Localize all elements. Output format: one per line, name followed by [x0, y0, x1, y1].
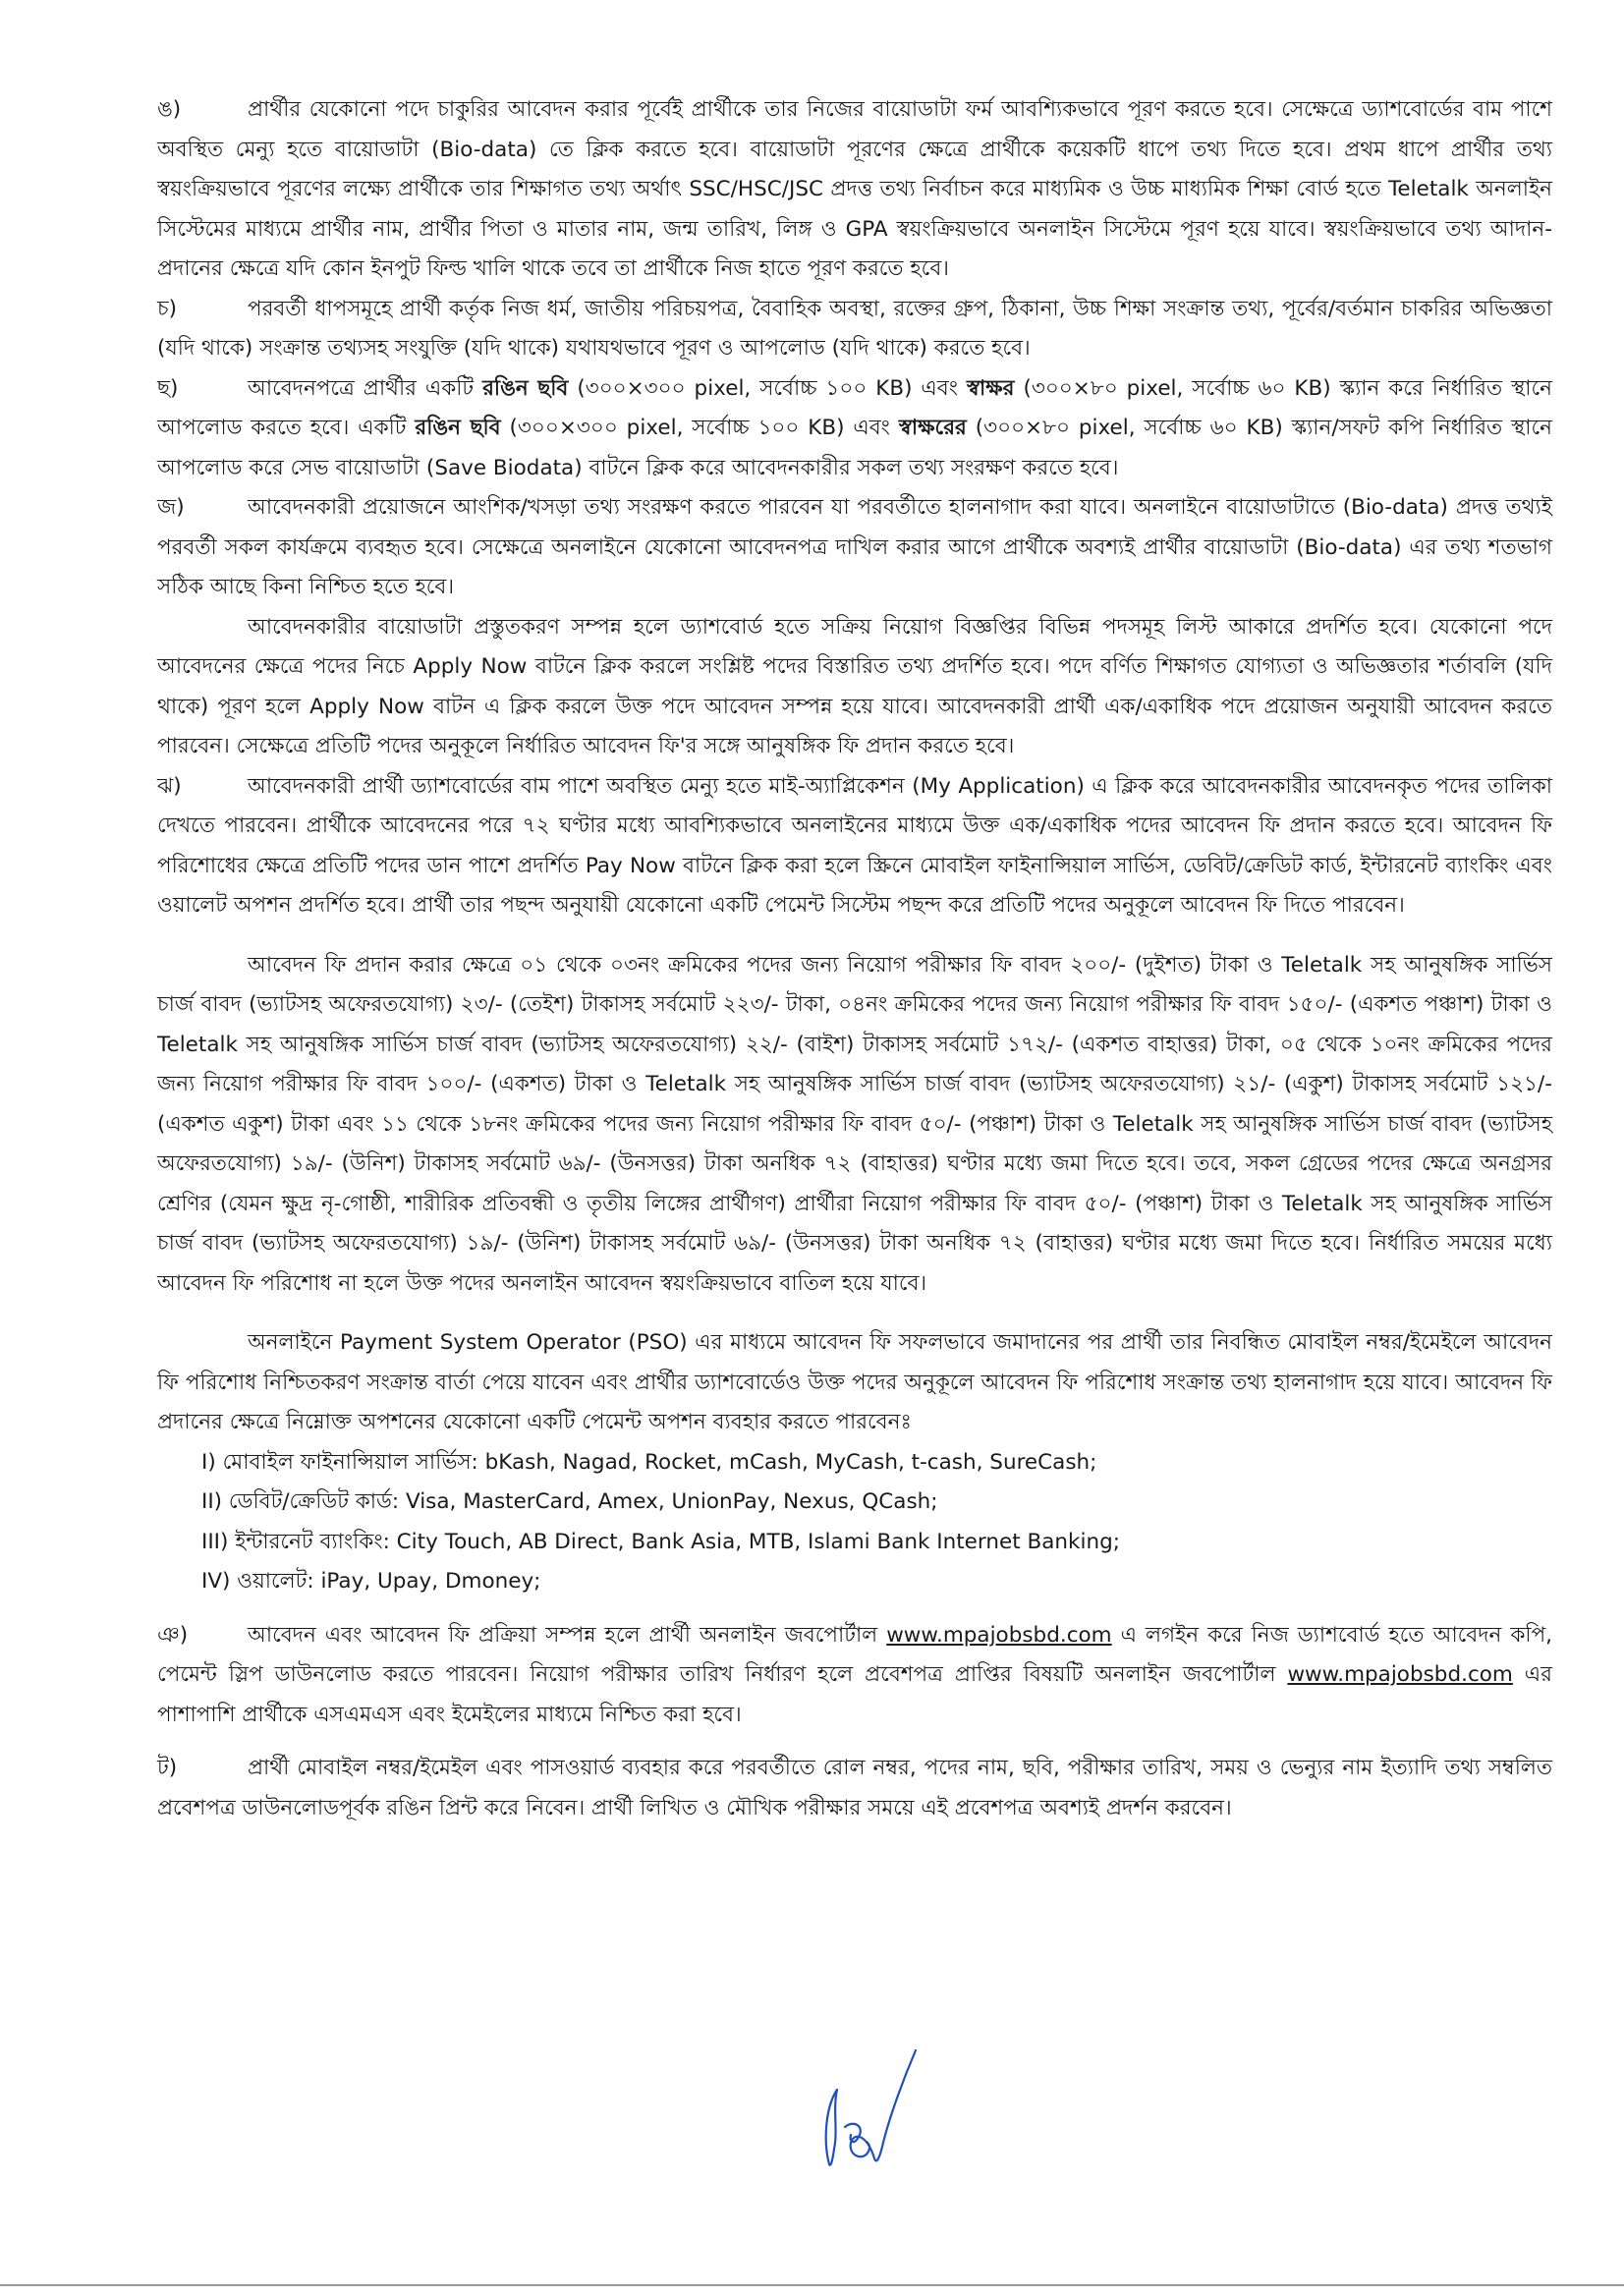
paragraph-text: আবেদন ফি প্রদান করার ক্ষেত্রে ০১ থেকে ০৩নং ক্রমিকের পদের জন্য নিয়োগ পরীক্ষার ফি বাবদ ২০০/- (দুইশত) টাকা ও Teletalk সহ আনুষঙ্গিক সার্ভিস চার্জ বাবদ (ভ্যাটসহ অফেরতযোগ্য) ২৩/- (তেইশ) টাকাসহ সর্বমোট ২২৩/- টাকা, ০৪নং ক্রমিকের পদের জন্য নিয়োগ পরীক্ষার ফি বাবদ ১৫০/- (একশত পঞ্চাশ) টাকা ও Teletalk সহ আনুষঙ্গিক সার্ভিস চার্জ বাবদ (ভ্যাটসহ অফেরতযোগ্য) ২২/- (বাইশ) টাকাসহ সর্বমোট ১৭২/- (একশত বাহাত্তর) টাকা, ০৫ থেকে ১০নং ক্রমিকের পদের জন্য নিয়োগ পরীক্ষার ফি বাবদ ১০০/- (একশত) টাকা ও Teletalk সহ আনুষঙ্গিক সার্ভিস চার্জ বাবদ (ভ্যাটসহ অফেরতযোগ্য) ২১/- (একুশ) টাকাসহ সর্বমোট ১২১/- (একশত একুশ) টাকা এবং ১১ থেকে ১৮নং ক্রমিকের পদের জন্য নিয়োগ পরীক্ষার ফি বাবদ ৫০/- (পঞ্চাশ) টাকা ও Teletalk সহ আনুষঙ্গিক সার্ভিস চার্জ বাবদ (ভ্যাটসহ অফেরতযোগ্য) ১৯/- (উনিশ) টাকাসহ সর্বমোট ৬৯/- (উনসত্তর) টাকা অনধিক ৭২ (বাহাত্তর) ঘণ্টার মধ্যে জমা দিতে হবে। তবে, সকল গ্রেডের পদের ক্ষেত্রে অনগ্রসর শ্রেণির (যেমন ক্ষুদ্র নৃ-গোষ্ঠী, শারীরিক প্রতিবন্ধী ও তৃতীয় লিঙ্গের প্রার্থীগণ) প্রার্থীরা নিয়োগ পরীক্ষার ফি বাবদ ৫০/- (পঞ্চাশ) টাকা ও Teletalk সহ আনুষঙ্গিক সার্ভিস চার্জ বাবদ (ভ্যাটসহ অফেরতযোগ্য) ১৯/- (উনিশ) টাকাসহ সর্বমোট ৬৯/- (উনসত্তর) টাকা অনধিক ৭২ (বাহাত্তর) ঘণ্টার মধ্যে জমা দিতে হবে। নির্ধারিত সময়ের মধ্যে আবেদন ফি পরিশোধ না হলে উক্ত পদের অনলাইন আবেদন স্বয়ংক্রিয়ভাবে বাতিল হয়ে যাবে। — [157, 952, 1552, 1296]
paragraph-ja — [157, 488, 1552, 608]
job-portal-link[interactable]: www.mpajobsbd.com — [886, 1622, 1112, 1648]
paragraph-fees — [157, 946, 1552, 1305]
paragraph-text: অনলাইনে Payment System Operator (PSO) এর মাধ্যমে আবেদন ফি সফলভাবে জমাদানের পর প্রার্থী তার নিবন্ধিত মোবাইল নম্বর/ইমেইলে আবেদন ফি পরিশোধ নিশ্চিতকরণ সংক্রান্ত বার্তা পেয়ে যাবেন এবং প্রার্থীর ড্যাশবোর্ডেও উক্ত পদের অনুকূলে আবেদন ফি পরিশোধ সংক্রান্ত তথ্য হালনাগাদ হয়ে যাবে। আবেদন ফি প্রদানের ক্ষেত্রে নিম্নোক্ত অপশনের যেকোনো একটি পেমেন্ট অপশন ব্যবহার করতে পারবেনঃ — [157, 1330, 1552, 1434]
paragraph-text: আবেদন এবং আবেদন ফি প্রক্রিয়া সম্পন্ন হলে প্রার্থী অনলাইন জবপোর্টাল — [248, 1622, 887, 1648]
page-bottom-rule — [0, 2284, 1624, 2286]
payment-providers: City Touch, AB Direct, Bank Asia, MTB, Islami Bank Internet Banking; — [389, 1529, 1120, 1554]
bold-term-signature: স্বাক্ষরের — [898, 416, 967, 440]
paragraph-chha — [157, 369, 1552, 489]
list-number: I) — [201, 1449, 216, 1475]
paragraph-cha — [157, 290, 1552, 369]
paragraph-ta — [157, 1749, 1552, 1828]
paragraph-label: ঙ) — [157, 97, 182, 122]
payment-category: মোবাইল ফাইনান্সিয়াল সার্ভিস: — [222, 1449, 478, 1475]
paragraph-umo — [157, 90, 1552, 290]
paragraph-label: চ) — [157, 296, 177, 321]
paragraph-jha — [157, 767, 1552, 926]
bold-term-signature: স্বাক্ষর — [966, 375, 1015, 401]
paragraph-text: (৩০০×৩০০ pixel, সর্বোচ্চ ১০০ KB) এবং — [568, 375, 967, 401]
payment-category: ওয়ালেট: — [237, 1569, 314, 1594]
payment-providers: iPay, Upay, Dmoney; — [313, 1569, 541, 1594]
paragraph-label: জ) — [157, 495, 185, 520]
paragraph-label: ঝ) — [157, 773, 182, 799]
paragraph-text: (৩০০×৮০ pixel, সর্বোচ্চ ৬০ KB) স্ক্যান করে নির্ধারিত স্থানে আপলোড করতে হবে। একটি — [157, 375, 1552, 440]
payment-category: ডেবিট/ক্রেডিট কার্ড: — [228, 1489, 400, 1514]
list-number: II) — [201, 1489, 223, 1514]
paragraph-text: এ লগইন করে নিজ ড্যাশবোর্ড হতে আবেদন কপি, পেমেন্ট স্লিপ ডাউনলোড করতে পারবেন। নিয়োগ পরীক্ষার তারিখ নির্ধারণ হলে প্রবেশপত্র প্রাপ্তির বিষয়টি অনলাইন জবপোর্টাল — [157, 1622, 1552, 1687]
bold-term-color-photo: রঙিন ছবি — [482, 375, 569, 401]
paragraph-nya — [157, 1616, 1552, 1736]
paragraph-text: আবেদনকারী প্রয়োজনে আংশিক/খসড়া তথ্য সংরক্ষণ করতে পারবেন যা পরবর্তীতে হালনাগাদ করা যাবে। অনলাইনে বায়োডাটাতে (Bio-data) প্রদত্ত তথ্যই পরবর্তী সকল কার্যক্রমে ব্যবহৃত হবে। সেক্ষেত্রে অনলাইনে যেকোনো আবেদনপত্র দাখিল করার আগে প্রার্থীকে অবশ্যই প্রার্থীর বায়োডাটা (Bio-data) এর তথ্য শতভাগ সঠিক আছে কিনা নিশ্চিত হতে হবে। — [157, 495, 1552, 599]
payment-providers: Visa, MasterCard, Amex, UnionPay, Nexus, QCash; — [399, 1489, 938, 1514]
paragraph-text: (৩০০×৩০০ pixel, সর্বোচ্চ ১০০ KB) এবং — [500, 416, 899, 440]
paragraph-text: আবেদনকারী প্রার্থী ড্যাশবোর্ডের বাম পাশে অবস্থিত মেন্যু হতে মাই-অ্যাপ্লিকেশন (My Application) এ ক্লিক করে আবেদনকারীর আবেদনকৃত পদের তালিকা দেখতে পারবেন। প্রার্থীকে আবেদনের পরে ৭২ ঘণ্টার মধ্যে আবশ্যিকভাবে অনলাইনের মাধ্যমে উক্ত এক/একাধিক পদের আবেদন ফি প্রদান করতে হবে। আবেদন ফি পরিশোধের ক্ষেত্রে প্রতিটি পদের ডান পাশে প্রদর্শিত Pay Now বাটনে ক্লিক করা হলে স্ক্রিনে মোবাইল ফাইনান্সিয়াল সার্ভিস, ডেবিট/ক্রেডিট কার্ড, ইন্টারনেট ব্যাংকিং এবং ওয়ালেট অপশন প্রদর্শিত হবে। প্রার্থী তার পছন্দ অনুযায়ী যেকোনো একটি পেমেন্ট সিস্টেম পছন্দ করে প্রতিটি পদের অনুকূলে আবেদন ফি দিতে পারবেন। — [157, 773, 1552, 918]
signature-icon — [815, 2048, 924, 2176]
payment-providers: bKash, Nagad, Rocket, mCash, MyCash, t-cash, SureCash; — [477, 1449, 1097, 1475]
paragraph-text: প্রার্থীর যেকোনো পদে চাকুরির আবেদন করার পূর্বেই প্রার্থীকে তার নিজের বায়োডাটা ফর্ম আবশ্যিকভাবে পূরণ করতে হবে। সেক্ষেত্রে ড্যাশবোর্ডের বাম পাশে অবস্থিত মেন্যু হতে বায়োডাটা (Bio-data) তে ক্লিক করতে হবে। বায়োডাটা পূরণের ক্ষেত্রে প্রার্থীকে কয়েকটি ধাপে তথ্য দিতে হবে। প্রথম ধাপে প্রার্থীর তথ্য স্বয়ংক্রিয়ভাবে পূরণের লক্ষ্যে প্রার্থীকে তার শিক্ষাগত তথ্য অর্থাৎ SSC/HSC/JSC প্রদত্ত তথ্য নির্বাচন করে মাধ্যমিক ও উচ্চ মাধ্যমিক শিক্ষা বোর্ড হতে Teletalk অনলাইন সিস্টেমের মাধ্যমে প্রার্থীর নাম, প্রার্থীর পিতা ও মাতার নাম, জন্ম তারিখ, লিঙ্গ ও GPA স্বয়ংক্রিয়ভাবে অনলাইন সিস্টেমে পূরণ হয়ে যাবে। স্বয়ংক্রিয়ভাবে তথ্য আদান-প্রদানের ক্ষেত্রে যদি কোন ইনপুট ফিল্ড খালি থাকে তবে তা প্রার্থীকে নিজ হাতে পূরণ করতে হবে। — [157, 97, 1552, 281]
bold-term-color-photo: রঙিন ছবি — [415, 416, 501, 440]
paragraph-text: প্রার্থী মোবাইল নম্বর/ইমেইল এবং পাসওয়ার্ড ব্যবহার করে পরবর্তীতে রোল নম্বর, পদের নাম, ছবি, পরীক্ষার তারিখ, সময় ও ভেন্যুর নাম ইত্যাদি তথ্য সম্বলিত প্রবেশপত্র ডাউনলোডপূর্বক রঙিন প্রিন্ট করে নিবেন। প্রার্থী লিখিত ও মৌখিক পরীক্ষার সময়ে এই প্রবেশপত্র অবশ্যই প্রদর্শন করবেন। — [157, 1756, 1552, 1820]
paragraph-text: পরবর্তী ধাপসমূহে প্রার্থী কর্তৃক নিজ ধর্ম, জাতীয় পরিচয়পত্র, বৈবাহিক অবস্থা, রক্তের গ্রুপ, ঠিকানা, উচ্চ শিক্ষা সংক্রান্ত তথ্য, পূর্বের/বর্তমান চাকরির অভিজ্ঞতা (যদি থাকে) সংক্রান্ত তথ্যসহ সংযুক্তি (যদি থাকে) যথাযথভাবে পূরণ ও আপলোড (যদি থাকে) করতে হবে। — [157, 296, 1552, 361]
paragraph-label: ছ) — [157, 375, 179, 401]
paragraph-label: ঞ) — [157, 1622, 189, 1648]
list-number: IV) — [201, 1569, 231, 1594]
payment-option-internet-banking — [157, 1523, 1552, 1563]
document-page — [157, 90, 1552, 1828]
payment-option-mfs — [157, 1443, 1552, 1484]
payment-category: ইন্টারনেট ব্যাংকিং: — [235, 1529, 390, 1554]
paragraph-pso — [157, 1323, 1552, 1443]
payment-option-wallet — [157, 1562, 1552, 1602]
paragraph-text: আবেদনকারীর বায়োডাটা প্রস্তুতকরণ সম্পন্ন হলে ড্যাশবোর্ড হতে সক্রিয় নিয়োগ বিজ্ঞপ্তির বিভিন্ন পদসমূহ লিস্ট আকারে প্রদর্শিত হবে। যেকোনো পদে আবেদনের ক্ষেত্রে পদের নিচে Apply Now বাটনে ক্লিক করলে সংশ্লিষ্ট পদের বিস্তারিত তথ্য প্রদর্শিত হবে। পদে বর্ণিত শিক্ষাগত যোগ্যতা ও অভিজ্ঞতার শর্তাবলি (যদি থাকে) পূরণ হলে Apply Now বাটন এ ক্লিক করলে উক্ত পদে আবেদন সম্পন্ন হয়ে যাবে। আবেদনকারী প্রার্থী এক/একাধিক পদে প্রয়োজন অনুযায়ী আবেদন করতে পারবেন। সেক্ষেত্রে প্রতিটি পদের অনুকূলে নির্ধারিত আবেদন ফি'র সঙ্গে আনুষঙ্গিক ফি প্রদান করতে হবে। — [157, 614, 1552, 758]
paragraph-ja-continued — [157, 608, 1552, 767]
list-number: III) — [201, 1529, 229, 1554]
paragraph-text: আবেদনপত্রে প্রার্থীর একটি — [248, 375, 483, 401]
paragraph-label: ট) — [157, 1756, 178, 1780]
payment-options-list — [157, 1443, 1552, 1602]
paragraph-text: এর পাশাপাশি প্রার্থীকে এসএমএস এবং ইমেইলের মাধ্যমে নিশ্চিত করা হবে। — [157, 1662, 1552, 1727]
job-portal-link[interactable]: www.mpajobsbd.com — [1287, 1662, 1513, 1687]
payment-option-card — [157, 1483, 1552, 1523]
paragraph-text: (৩০০×৮০ pixel, সর্বোচ্চ ৬০ KB) স্ক্যান/সফট কপি নির্ধারিত স্থানে আপলোড করে সেভ বায়োডাটা (Save Biodata) বাটনে ক্লিক করে আবেদনকারীর সকল তথ্য সংরক্ষণ করতে হবে। — [157, 416, 1552, 480]
